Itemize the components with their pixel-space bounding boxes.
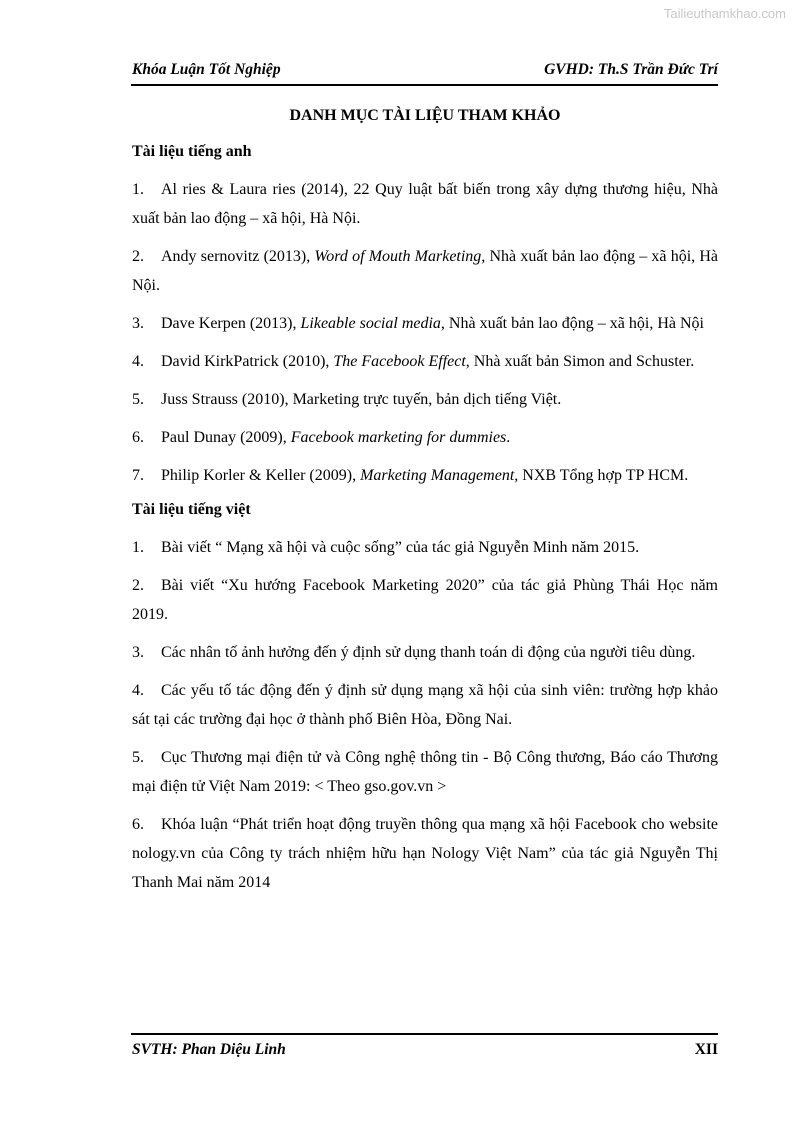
footer-student-name: SVTH: Phan Diệu Linh <box>132 1041 286 1058</box>
reference-item <box>132 571 718 629</box>
section-heading: Tài liệu tiếng việt <box>132 501 251 518</box>
reference-title-italic: Word of Mouth Marketing, <box>314 248 486 265</box>
header-advisor: GVHD: Th.S Trần Đức Trí <box>544 61 718 78</box>
reference-item <box>132 743 718 801</box>
section-heading: Tài liệu tiếng anh <box>132 143 252 160</box>
reference-text: Andy sernovitz (2013), <box>161 248 315 265</box>
reference-number: 2. <box>132 577 144 594</box>
reference-text-tail: , Nhà xuất bản lao động – xã hội, Hà Nội <box>440 315 704 332</box>
reference-text: Juss Strauss (2010), Marketing trực tuyến, bản dịch tiếng Việt. <box>161 391 562 408</box>
reference-item <box>132 423 718 452</box>
reference-text: Các yếu tố tác động đến ý định sử dụng mạng xã hội của sinh viên: trường hợp khảo sát tại các trường đại học ở thành phố Biên Hòa, Đồng Nai. <box>132 682 718 728</box>
reference-number: 6. <box>132 816 144 833</box>
header-thesis-label: Khóa Luận Tốt Nghiệp <box>132 61 281 78</box>
reference-number: 4. <box>132 682 144 699</box>
reference-text: Khóa luận “Phát triển hoạt động truyền thông qua mạng xã hội Facebook cho website nology.vn của Công ty trách nhiệm hữu hạn Nology Việt Nam” của tác giả Nguyễn Thị Thanh Mai năm 2014 <box>132 816 718 891</box>
reference-number: 1. <box>132 181 144 198</box>
reference-item <box>132 810 718 897</box>
reference-list <box>132 533 718 897</box>
reference-list <box>132 175 718 490</box>
reference-item <box>132 385 718 414</box>
reference-text: Bài viết “ Mạng xã hội và cuộc sống” của tác giả Nguyễn Minh năm 2015. <box>161 539 640 556</box>
reference-text: David KirkPatrick (2010), <box>161 353 334 370</box>
reference-text-tail: NXB Tổng hợp TP HCM. <box>518 467 689 484</box>
reference-text-tail: , Nhà xuất bản Simon and Schuster. <box>465 353 695 370</box>
reference-title-italic: Facebook marketing for dummies <box>290 429 507 446</box>
reference-number: 3. <box>132 315 144 332</box>
reference-text: Các nhân tố ảnh hưởng đến ý định sử dụng thanh toán di động của người tiêu dùng. <box>161 644 696 661</box>
reference-item <box>132 242 718 300</box>
reference-number: 1. <box>132 539 144 556</box>
reference-number: 5. <box>132 749 144 766</box>
reference-number: 2. <box>132 248 144 265</box>
reference-text-tail: Nhà xuất bản lao động – xã hội, Hà Nội. <box>132 248 718 294</box>
reference-text: Philip Korler & Keller (2009), <box>161 467 361 484</box>
reference-number: 7. <box>132 467 144 484</box>
page-header <box>132 61 718 85</box>
reference-text: Al ries & Laura ries (2014), 22 Quy luật bất biến trong xây dựng thương hiệu, Nhà xuất bản lao động – xã hội, Hà Nội. <box>132 181 718 227</box>
reference-title-italic: Marketing Management, <box>360 467 519 484</box>
reference-text: Bài viết “Xu hướng Facebook Marketing 2020” của tác giả Phùng Thái Học năm 2019. <box>132 577 718 623</box>
reference-item <box>132 676 718 734</box>
reference-text: Dave Kerpen (2013), <box>161 315 301 332</box>
reference-number: 5. <box>132 391 144 408</box>
reference-number: 3. <box>132 644 144 661</box>
reference-number: 6. <box>132 429 144 446</box>
document-body <box>132 105 718 906</box>
reference-text: Paul Dunay (2009), <box>161 429 291 446</box>
reference-text-tail: . <box>506 429 511 446</box>
reference-item <box>132 533 718 562</box>
reference-item <box>132 347 718 376</box>
page-title: DANH MỤC TÀI LIỆU THAM KHẢO <box>289 107 561 124</box>
reference-item <box>132 461 718 490</box>
header-divider <box>131 84 718 86</box>
reference-number: 4. <box>132 353 144 370</box>
reference-item <box>132 175 718 233</box>
reference-title-italic: Likeable social media <box>300 315 441 332</box>
reference-item <box>132 309 718 338</box>
page-number: XII <box>694 1041 718 1058</box>
reference-title-italic: The Facebook Effect <box>333 353 466 370</box>
reference-item <box>132 638 718 667</box>
page-footer <box>132 1041 718 1059</box>
footer-divider <box>131 1033 718 1035</box>
reference-text: Cục Thương mại điện tử và Công nghệ thông tin - Bộ Công thương, Báo cáo Thương mại điện tử Việt Nam 2019: < Theo gso.gov.vn > <box>132 749 718 795</box>
watermark: Tailieuthamkhao.com <box>663 6 786 21</box>
